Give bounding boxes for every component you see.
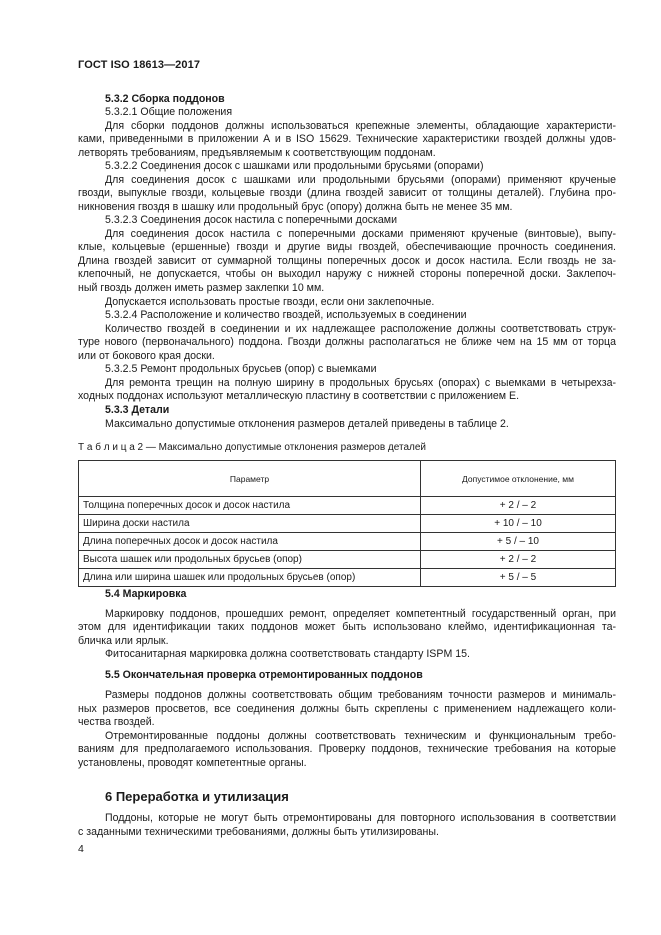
text-line: Количество гвоздей в соединении и их надлежащее расположение должны соответствовать струк- — [105, 323, 616, 335]
table-caption: Т а б л и ц а 2 — Максимально допустимые отклонения размеров деталей — [78, 442, 426, 453]
text-line: Отремонтированные поддоны должны соответствовать техническим и функциональным требо- — [105, 730, 616, 742]
text-line: гвозди, выпуклые гвозди, кольцевые гвозди (длина гвоздей зависит от толщины деталей). Глубина про- — [78, 187, 616, 199]
parameter-cell: Ширина доски настила — [79, 515, 421, 533]
table-row — [79, 533, 616, 551]
text-line: Длина гвоздей зависит от суммарной толщины поперечных досок и досок настила. Если гвоздь не за- — [78, 255, 616, 267]
text-line: ных размеров просветов, все соединения должны быть скреплены с применением надлежащего коли- — [78, 703, 616, 715]
section-heading: 5.4 Маркировка — [105, 588, 187, 600]
page-number: 4 — [78, 843, 84, 855]
text-line: Для соединения досок настила с поперечными досками применяют крученые (винтовые), выпу- — [105, 228, 616, 240]
text-line: Маркировку поддонов, прошедших ремонт, определяет компетентный государственный орган, при — [105, 608, 616, 620]
text-line: туре нового (первоначального) поддона. Гвозди должны располагаться не ближе чем на 15 мм от торца — [78, 336, 616, 348]
table-row — [79, 497, 616, 515]
section-heading: 5.3.3 Детали — [105, 404, 170, 416]
text-line: этом для идентификации таких поддонов может быть использовано клеймо, идентификационная та- — [78, 621, 616, 633]
table-row — [79, 515, 616, 533]
text-line: никновения гвоздя в шашку или продольный брус (опору) должна быть не менее 35 мм. — [78, 201, 513, 213]
text-line: клепочный, не допускается, чтобы он выходил наружу с нижней стороны поперечной доски. Заклепоч- — [78, 268, 616, 280]
table-row — [79, 551, 616, 569]
text-line: 5.3.2.4 Расположение и количество гвоздей, используемых в соединении — [105, 309, 467, 321]
text-line: 5.3.2.5 Ремонт продольных брусьев (опор) с выемками — [105, 363, 377, 375]
text-line: с заданными техническими требованиями, должны быть утилизированы. — [78, 826, 439, 838]
text-line: Поддоны, которые не могут быть отремонтированы для повторного использования в соответствии — [105, 812, 616, 824]
document-header: ГОСТ ISO 18613—2017 — [78, 59, 201, 71]
text-line: Допускается использовать простые гвозди, если они заклепочные. — [105, 296, 435, 308]
parameter-cell: Длина поперечных досок и досок настила — [79, 533, 421, 551]
text-line: ваниям для предполагаемого использования. Проверку поддонов, технические требования на которые — [78, 743, 616, 755]
text-line: установлены, проводят компетентные органы. — [78, 757, 307, 769]
text-line: Для сборки поддонов должны использоваться крепежные элементы, обладающие характеристи- — [105, 120, 616, 132]
text-line: 5.3.2.3 Соединения досок настила с поперечными досками — [105, 214, 398, 226]
table-row — [79, 569, 616, 587]
deviation-cell: + 10 / – 10 — [421, 515, 616, 533]
text-line: или от бокового края доски. — [78, 350, 215, 362]
section-heading: 5.3.2 Сборка поддонов — [105, 93, 225, 105]
text-line: Фитосанитарная маркировка должна соответствовать стандарту ISPM 15. — [105, 648, 470, 660]
deviations-table — [78, 460, 616, 587]
text-line: 5.3.2.2 Соединения досок с шашками или продольными брусьями (опорами) — [105, 160, 484, 172]
text-line: чества гвоздей. — [78, 716, 155, 728]
column-header-deviation: Допустимое отклонение, мм — [421, 461, 616, 497]
text-line: Для соединения досок с шашками или продольными брусьями (опорами) применяют крученые — [105, 174, 616, 186]
text-line: Максимально допустимые отклонения размеров деталей приведены в таблице 2. — [105, 418, 509, 430]
deviation-cell: + 5 / – 10 — [421, 533, 616, 551]
table-header-row — [79, 461, 616, 497]
text-line: бличка или ярлык. — [78, 635, 169, 647]
text-line: ками, приведенными в приложении А и в ISO 15629. Технические характеристики гвоздей должны удов- — [78, 133, 616, 145]
text-line: ходных поддонах используют металлическую пластину в соответствии с приложением Е. — [78, 390, 520, 402]
deviation-cell: + 5 / – 5 — [421, 569, 616, 587]
parameter-cell: Длина или ширина шашек или продольных брусьев (опор) — [79, 569, 421, 587]
parameter-cell: Толщина поперечных досок и досок настила — [79, 497, 421, 515]
text-line: клые, кольцевые (ершенные) гвозди и другие виды гвоздей, обеспечивающие прочность соединения. — [78, 241, 616, 253]
text-line: Для ремонта трещин на полную ширину в продольных брусьях (опорах) с выемками в четырехза- — [105, 377, 616, 389]
parameter-cell: Высота шашек или продольных брусьев (опор) — [79, 551, 421, 569]
deviation-cell: + 2 / – 2 — [421, 497, 616, 515]
column-header-parameter: Параметр — [79, 461, 421, 497]
text-line: 5.3.2.1 Общие положения — [105, 106, 233, 118]
section-heading: 5.5 Окончательная проверка отремонтированных поддонов — [105, 669, 423, 681]
section-6-heading: 6 Переработка и утилизация — [105, 789, 289, 804]
deviation-cell: + 2 / – 2 — [421, 551, 616, 569]
text-line: Размеры поддонов должны соответствовать общим требованиям точности размеров и минималь- — [105, 689, 616, 701]
text-line: ный гвоздь должен иметь размер заклепки 10 мм. — [78, 282, 325, 294]
text-line: летворять требованиям, предъявляемым к соответствующим поддонам. — [78, 147, 436, 159]
